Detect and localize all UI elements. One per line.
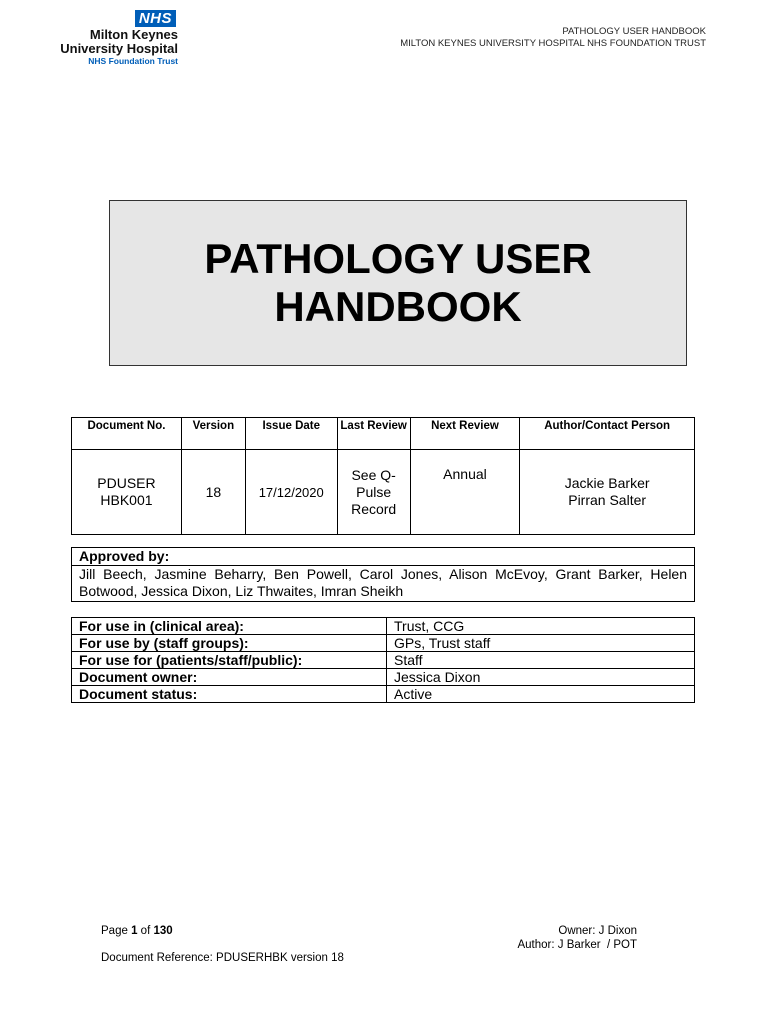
info-label: For use by (staff groups): <box>72 635 387 652</box>
info-label: For use for (patients/staff/public): <box>72 652 387 669</box>
header-issue-date: Issue Date <box>245 418 337 450</box>
cell-author-contact: Jackie Barker Pirran Salter <box>520 450 695 535</box>
header-last-review: Last Review <box>337 418 410 450</box>
approved-by-names: Jill Beech, Jasmine Beharry, Ben Powell, Carol Jones, Alison McEvoy, Grant Barker, Helen Botwood, Jessica Dixon, Liz Thwaites, Imran Sheikh <box>79 566 687 599</box>
cell-document-no: PDUSER HBK001 <box>72 450 182 535</box>
info-value: GPs, Trust staff <box>387 635 695 652</box>
header-next-review: Next Review <box>410 418 520 450</box>
nhs-badge: NHS <box>135 10 176 27</box>
document-reference: Document Reference: PDUSERHBK version 18 <box>101 952 344 964</box>
table-header-row <box>72 418 695 450</box>
header-version: Version <box>181 418 245 450</box>
table-row <box>72 652 695 669</box>
running-header-title: PATHOLOGY USER HANDBOOK <box>562 26 706 37</box>
document-control-table <box>71 417 695 535</box>
logo-line-1: Milton Keynes <box>89 27 178 42</box>
running-header-trust: MILTON KEYNES UNIVERSITY HOSPITAL NHS FOUNDATION TRUST <box>400 38 706 49</box>
nhs-trust-logo <box>48 10 178 67</box>
footer-author: Author: J Barker / POT <box>517 939 637 951</box>
approved-by-heading: Approved by: <box>72 548 694 566</box>
info-label: Document owner: <box>72 669 387 686</box>
table-row <box>72 686 695 703</box>
page-word: Page <box>101 925 128 937</box>
document-title-box <box>109 200 687 366</box>
table-row <box>72 618 695 635</box>
cell-next-review: Annual <box>410 450 520 535</box>
document-title-line-2: HANDBOOK <box>274 283 522 330</box>
cell-version: 18 <box>181 450 245 535</box>
logo-line-3: NHS Foundation Trust <box>88 56 178 66</box>
header-document-no: Document No. <box>72 418 182 450</box>
table-row <box>72 669 695 686</box>
table-row <box>72 450 695 535</box>
document-title-line-1: PATHOLOGY USER <box>204 235 592 282</box>
cell-last-review: See Q-Pulse Record <box>337 450 410 535</box>
table-row <box>72 635 695 652</box>
info-value: Active <box>387 686 695 703</box>
info-label: For use in (clinical area): <box>72 618 387 635</box>
info-value: Staff <box>387 652 695 669</box>
footer-owner-author <box>517 924 637 952</box>
page-of: of <box>140 925 151 937</box>
cell-issue-date: 17/12/2020 <box>245 450 337 535</box>
footer-owner: Owner: J Dixon <box>558 925 637 937</box>
info-value: Jessica Dixon <box>387 669 695 686</box>
header-author-contact: Author/Contact Person <box>520 418 695 450</box>
info-label: Document status: <box>72 686 387 703</box>
logo-line-2: University Hospital <box>60 41 178 56</box>
running-header <box>400 26 706 50</box>
usage-info-table <box>71 617 695 703</box>
page-current: 1 <box>131 925 138 937</box>
page-number <box>101 924 173 938</box>
page-total: 130 <box>153 925 173 937</box>
approved-by-box <box>71 547 695 602</box>
info-value: Trust, CCG <box>387 618 695 635</box>
